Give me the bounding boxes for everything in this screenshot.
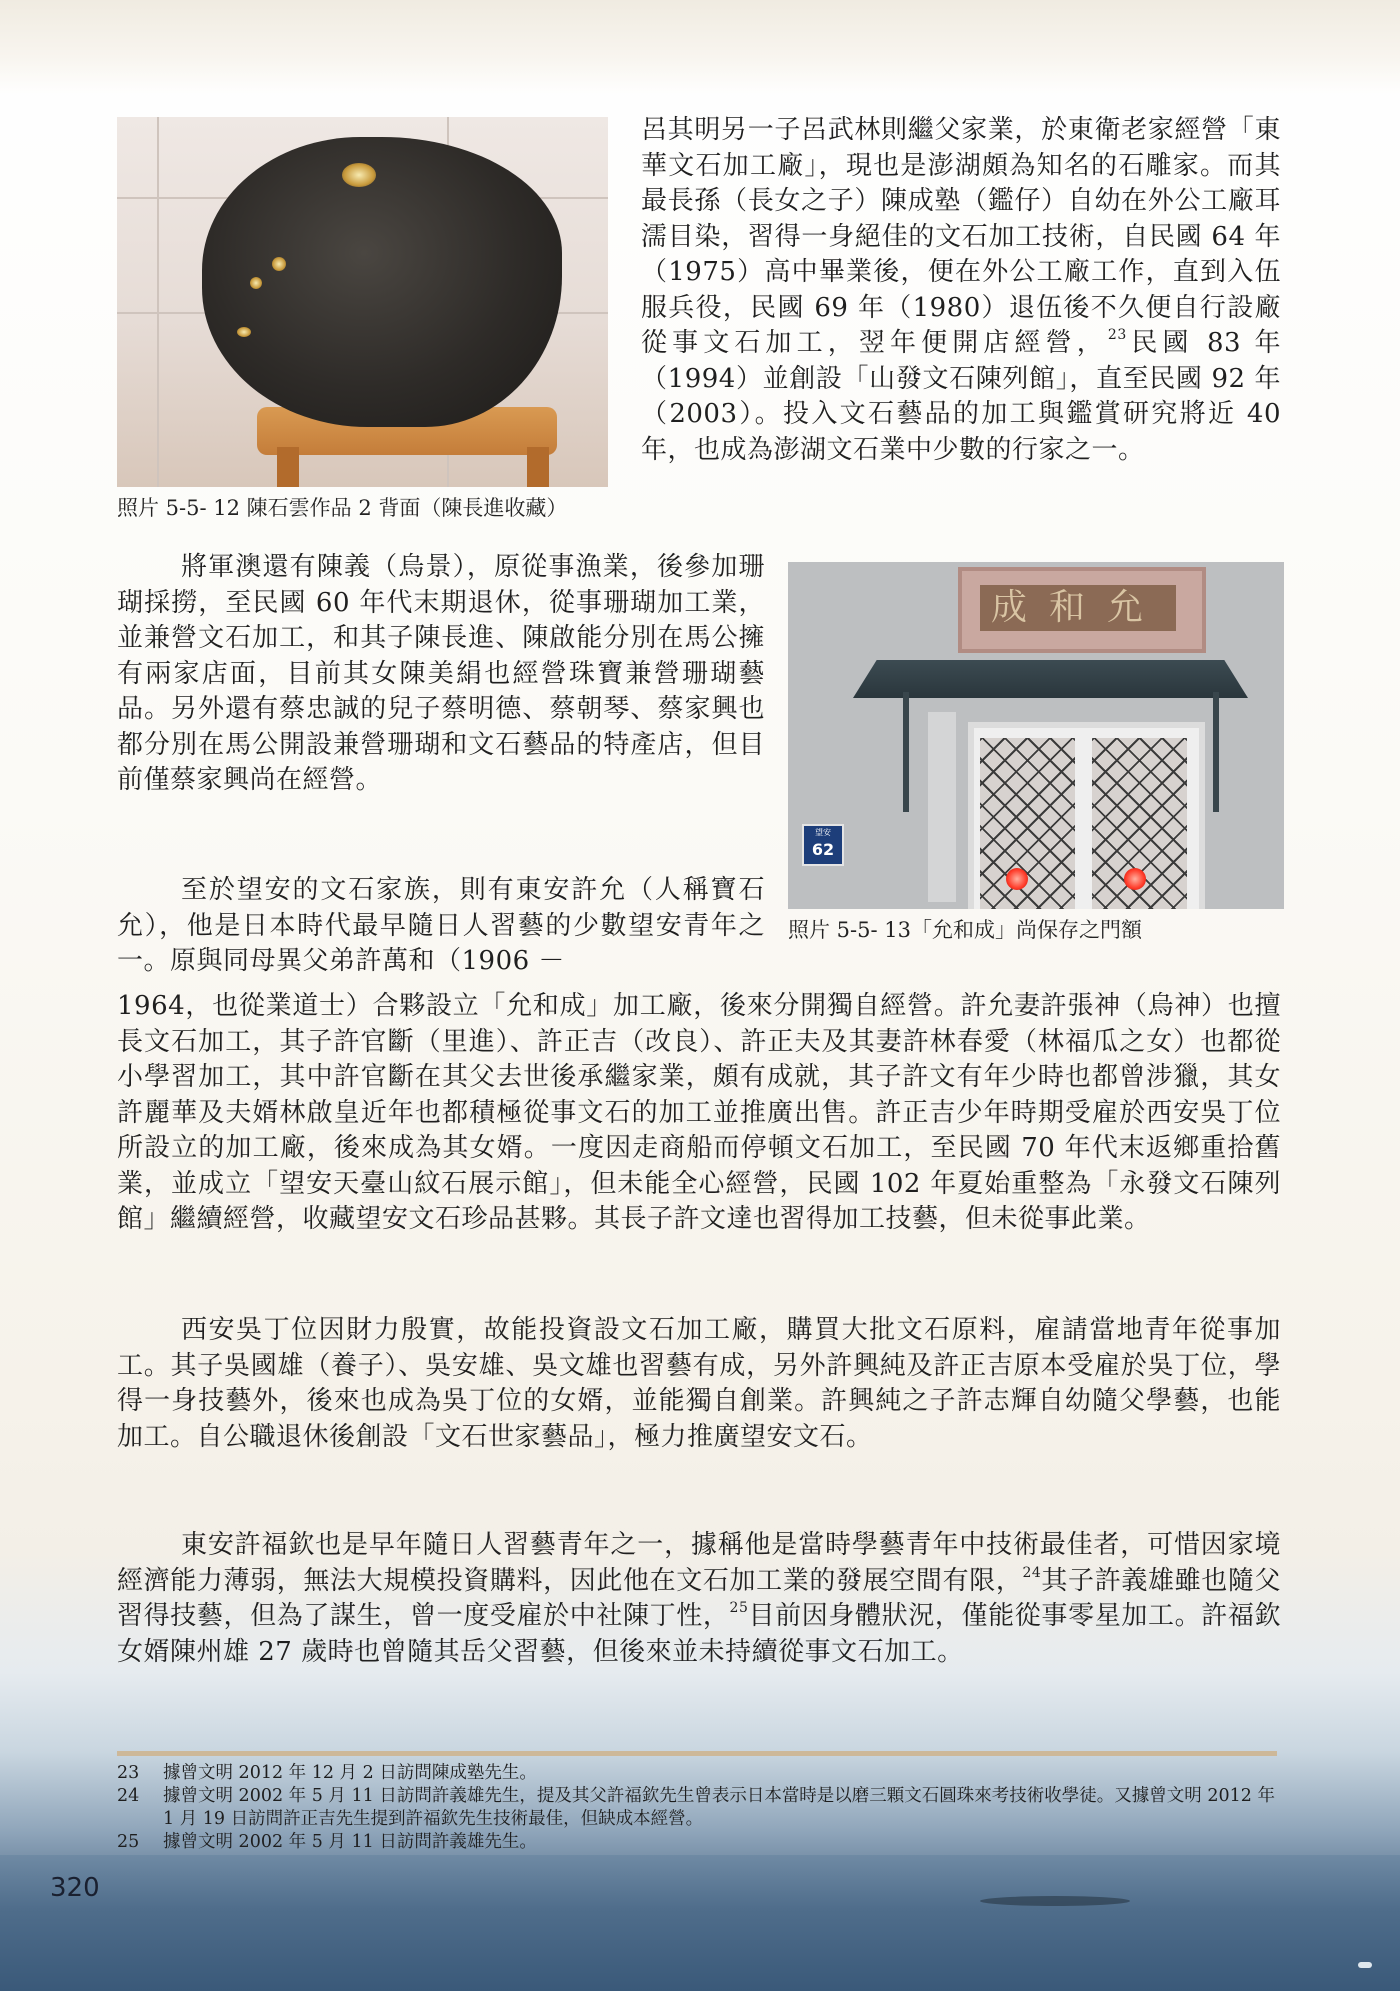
boat: [1358, 1962, 1372, 1968]
footnote-number: 23: [117, 1763, 140, 1783]
paragraph-5-text-a: 東安許福欽也是早年隨日人習藝青年之一，據稱他是當時學藝青年中技術最佳者，可惜因家境經濟能力薄弱，無法大規模投資購料，因此他在文石加工業的發展空間有限，: [117, 1530, 1281, 1596]
paragraph-2: 將軍澳還有陳義（烏景），原從事漁業，後參加珊瑚採撈，至民國 60 年代末期退休，從事珊瑚加工業，並兼營文石加工，和其子陳長進、陳啟能分別在馬公擁有兩家店面，目前其女陳美絹也經營珠寶兼營珊瑚藝品。另外還有蔡忠誠的兒子蔡明德、蔡朝琴、蔡家興也都分別在馬公開設兼營珊瑚和文石藝品的特產店，但目前僅蔡家興尚在經營。: [117, 552, 765, 795]
footnote-number: 25: [117, 1832, 140, 1852]
paragraph-4: 西安吳丁位因財力殷實，故能投資設文石加工廠，購買大批文石原料，雇請當地青年從事加工。其子吳國雄（養子）、吳安雄、吳文雄也習藝有成，另外許興純及許正吉原本受雇於吳丁位，學得一身技藝外，後來也成為吳丁位的女婿，並能獨自創業。許興純之子許志輝自幼隨父學藝，也能加工。自公職退休後創設「文石世家藝品」，極力推廣望安文石。: [117, 1315, 1281, 1452]
photo1-caption: 照片 5-5- 12 陳石雲作品 2 背面（陳長進收藏）: [117, 496, 568, 520]
stool-leg: [527, 447, 549, 487]
paragraph-5-text-c: 目前因身體狀況，僅能從事零星加工。許福欽女婿陳州雄 27 歲時也曾隨其岳父習藝，但後來並未持續從事文石加工。: [117, 1601, 1281, 1667]
tile-grout: [157, 117, 159, 487]
stone-inclusion: [342, 163, 376, 187]
footnotes: [117, 1762, 1277, 1854]
footnote-ref-25[interactable]: 25: [729, 1600, 749, 1616]
red-lamp: [1006, 868, 1028, 890]
photo-door-plaque: [788, 562, 1284, 909]
house-plate-number: 62: [811, 840, 835, 859]
stone-inclusion: [272, 257, 286, 271]
footnote-text: 據曾文明 2012 年 12 月 2 日訪問陳成塾先生。: [163, 1763, 537, 1783]
metal-awning: [853, 660, 1248, 698]
photo-stone-carving: [117, 117, 608, 487]
footnote-ref-23[interactable]: 23: [1107, 327, 1127, 343]
stool-leg: [277, 447, 299, 487]
paragraph-1: [641, 113, 1281, 468]
paragraph-3-continued: 1964，也從業道士）合夥設立「允和成」加工廠，後來分開獨自經營。許允妻許張神（烏神）也擅長文石加工，其子許官斷（里進）、許正吉（改良）、許正夫及其妻許林春愛（林福瓜之女）也都從小學習加工，其中許官斷在其父去世後承繼家業，頗有成就，其子許文有年少時也都曾涉獵，其女許麗華及夫婿林啟皇近年也都積極從事文石的加工並推廣出售。許正吉少年時期受雇於西安吳丁位所設立的加工廠，後來成為其女婿。一度因走商船而停頓文石加工，至民國 70 年代末返鄉重拾舊業，並成立「望安天臺山紋石展示館」，但未能全心經營，民國 102 年夏始重整為「永發文石陳列館」繼續經營，收藏望安文石珍品甚夥。其長子許文達也習得加工技藝，但未從事此業。: [117, 991, 1281, 1234]
page-number: 320: [50, 1873, 100, 1903]
footnote-ref-24[interactable]: 24: [1022, 1564, 1042, 1581]
house-number-plate: [802, 824, 844, 866]
sea-background: [0, 1855, 1400, 1991]
paragraph-5: [117, 1528, 1281, 1670]
paragraph-1-text-b: 民國 83 年（1994）並創設「山發文石陳列館」，直至民國 92 年（2003）。投入文石藝品的加工與鑑賞研究將近 40 年，也成為澎湖文石業中少數的行家之一。: [641, 328, 1281, 465]
footnote-text: 據曾文明 2002 年 5 月 11 日訪問許義雄先生，提及其父許福欽先生曾表示日本當時是以磨三顆文石圓珠來考技術收學徒。又據曾文明 2012 年 1 月 19 日訪問許正吉先生提到許福欽先生技術最佳，但缺成本經營。: [163, 1786, 1275, 1829]
house-plate-label: 望安: [815, 828, 831, 837]
page-top-band: [0, 0, 1400, 95]
footnote: [117, 1762, 1277, 1785]
awning-bracket: [903, 692, 909, 812]
footnote-divider: [117, 1751, 1277, 1756]
window-door: [968, 722, 1205, 909]
door-couplet: [928, 712, 956, 902]
footnote: [117, 1785, 1277, 1831]
black-stone-carving: [202, 137, 562, 427]
plaque-text: 成和允: [980, 585, 1176, 631]
footnote-number: 24: [117, 1786, 140, 1806]
distant-islet: [980, 1896, 1130, 1906]
door-plaque: [958, 567, 1206, 653]
red-lamp: [1124, 868, 1146, 890]
stone-inclusion: [237, 327, 251, 337]
paragraph-1-text-a: 呂其明另一子呂武林則繼父家業，於東衛老家經營「東華文石加工廠」，現也是澎湖頗為知名的石雕家。而其最長孫（長女之子）陳成塾（鑑仔）自幼在外公工廠耳濡目染，習得一身絕佳的文石加工技術，自民國 64 年（1975）高中畢業後，便在外公工廠工作，直到入伍服兵役，民國 69 年（1980）退伍後不久便自行設廠從事文石加工，翌年便開店經營，: [641, 115, 1281, 358]
footnote-text: 據曾文明 2002 年 5 月 11 日訪問許義雄先生。: [163, 1832, 537, 1852]
photo2-caption: 照片 5-5- 13「允和成」尚保存之門額: [788, 918, 1142, 942]
paragraph-5-text-b: 其子許義雄雖也隨父習得技藝，但為了謀生，曾一度受雇於中社陳丁性，: [117, 1565, 1281, 1631]
paragraph-3-start: 至於望安的文石家族，則有東安許允（人稱寶石允），他是日本時代最早隨日人習藝的少數望安青年之一。原與同母異父弟許萬和（1906 －: [117, 875, 765, 976]
stone-inclusion: [250, 277, 262, 289]
awning-bracket: [1213, 692, 1219, 812]
window-grille: [980, 738, 1075, 909]
footnote: [117, 1831, 1277, 1854]
